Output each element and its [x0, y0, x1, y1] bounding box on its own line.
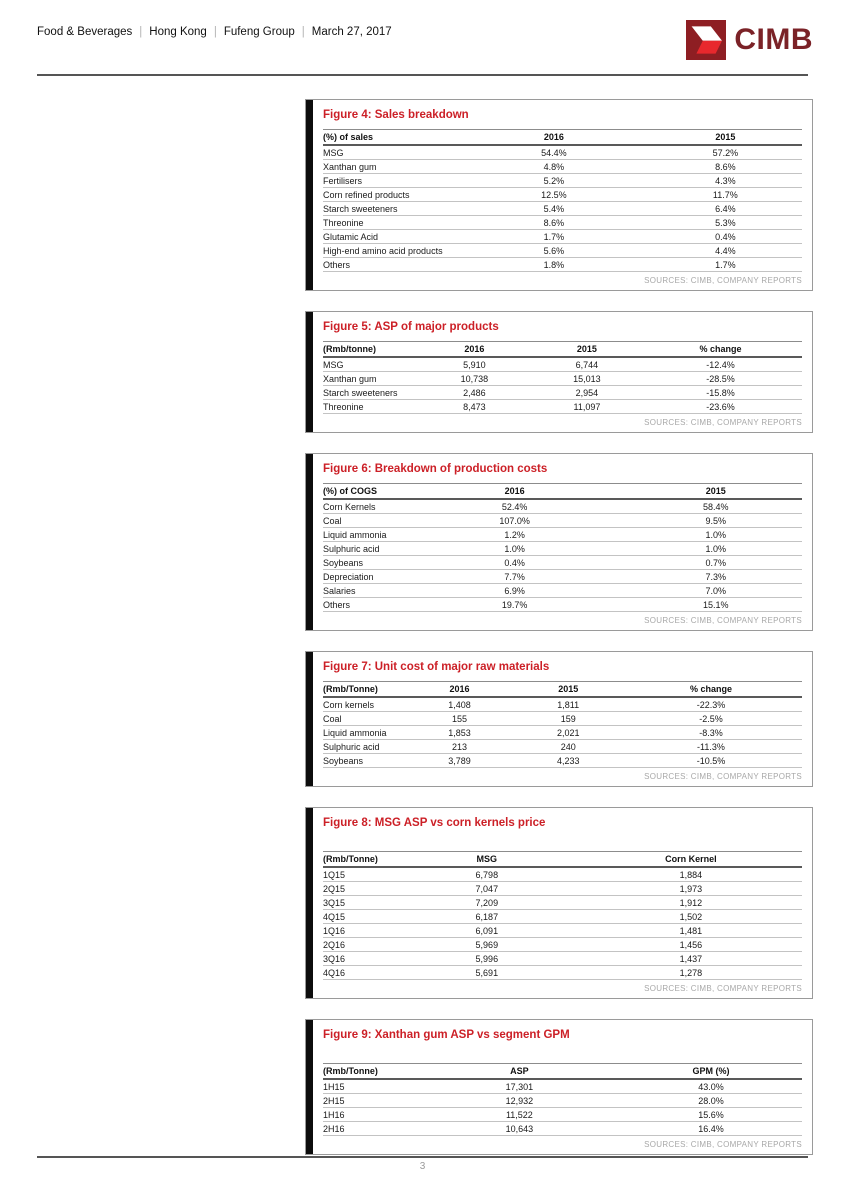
table-row — [323, 258, 802, 272]
table-header-row — [323, 342, 802, 358]
table-cell: MSG — [323, 357, 414, 372]
column-header: 2015 — [535, 342, 639, 358]
table-cell: Xanthan gum — [323, 160, 459, 174]
table-row — [323, 188, 802, 202]
figure-table — [323, 129, 802, 272]
table-cell: 3Q15 — [323, 896, 394, 910]
table-cell: 7.0% — [630, 584, 802, 598]
table-header-row — [323, 1064, 802, 1080]
breadcrumb-date: March 27, 2017 — [311, 26, 392, 38]
table-cell: 8.6% — [459, 216, 649, 230]
table-cell: -11.3% — [620, 740, 802, 754]
cimb-logo-text: CIMB — [734, 23, 813, 56]
figure-title: Figure 9: Xanthan gum ASP vs segment GPM — [323, 1029, 570, 1041]
table-cell: 7.7% — [400, 570, 630, 584]
table-cell: 1,278 — [580, 966, 802, 980]
table-cell: 1,912 — [580, 896, 802, 910]
table-cell: 11,522 — [419, 1108, 620, 1122]
page-header — [37, 0, 813, 74]
table-cell: 17,301 — [419, 1079, 620, 1094]
table-header-row — [323, 130, 802, 146]
table-row — [323, 952, 802, 966]
figure-9-xanthan-gum-asp-vs-gpm — [305, 1019, 813, 1155]
table-row — [323, 1079, 802, 1094]
table-cell: Depreciation — [323, 570, 400, 584]
column-header: 2015 — [649, 130, 802, 146]
figure-left-bar — [306, 100, 313, 290]
breadcrumb-separator: | — [213, 26, 217, 38]
breadcrumb-region: Hong Kong — [149, 26, 207, 38]
table-cell: 43.0% — [620, 1079, 802, 1094]
table-cell: 9.5% — [630, 514, 802, 528]
table-cell: Xanthan gum — [323, 372, 414, 386]
table-row — [323, 697, 802, 712]
table-cell: 5.4% — [459, 202, 649, 216]
figure-title: Figure 7: Unit cost of major raw materials — [323, 661, 550, 673]
column-header: (Rmb/Tonne) — [323, 852, 394, 868]
figure-4-sales-breakdown — [305, 99, 813, 291]
table-cell: 8,473 — [414, 400, 535, 414]
table-cell: -10.5% — [620, 754, 802, 768]
table-cell: -15.8% — [639, 386, 802, 400]
table-cell: High-end amino acid products — [323, 244, 459, 258]
table-cell: 58.4% — [630, 499, 802, 514]
column-header: (Rmb/tonne) — [323, 342, 414, 358]
figure-title: Figure 5: ASP of major products — [323, 321, 499, 333]
table-row — [323, 1108, 802, 1122]
table-cell: 4,233 — [517, 754, 620, 768]
column-header: GPM (%) — [620, 1064, 802, 1080]
table-cell: -28.5% — [639, 372, 802, 386]
page-number: 3 — [419, 1161, 426, 1172]
table-cell: Starch sweeteners — [323, 386, 414, 400]
column-header: (Rmb/Tonne) — [323, 682, 403, 698]
table-cell: 57.2% — [649, 145, 802, 160]
table-cell: Glutamic Acid — [323, 230, 459, 244]
column-header: % change — [639, 342, 802, 358]
table-row — [323, 160, 802, 174]
table-cell: Corn Kernels — [323, 499, 400, 514]
table-row — [323, 712, 802, 726]
figures-column — [305, 99, 813, 1175]
table-cell: 1.2% — [400, 528, 630, 542]
table-cell: 12.5% — [459, 188, 649, 202]
table-header-row — [323, 682, 802, 698]
breadcrumb-company: Fufeng Group — [223, 26, 295, 38]
table-cell: 6,744 — [535, 357, 639, 372]
table-cell: 6.9% — [400, 584, 630, 598]
table-row — [323, 966, 802, 980]
figure-8-msg-asp-vs-corn-kernels — [305, 807, 813, 999]
figure-left-bar — [306, 652, 313, 786]
column-header: (%) of COGS — [323, 484, 400, 500]
table-cell: 107.0% — [400, 514, 630, 528]
table-cell: 1,408 — [403, 697, 517, 712]
table-row — [323, 357, 802, 372]
table-cell: 6.4% — [649, 202, 802, 216]
figure-source: SOURCES: CIMB, COMPANY REPORTS — [644, 276, 802, 285]
table-cell: Starch sweeteners — [323, 202, 459, 216]
table-cell: 4.8% — [459, 160, 649, 174]
table-row — [323, 754, 802, 768]
column-header: 2016 — [459, 130, 649, 146]
table-cell: 2,486 — [414, 386, 535, 400]
table-cell: 1Q15 — [323, 867, 394, 882]
table-cell: 15,013 — [535, 372, 639, 386]
table-cell: 12,932 — [419, 1094, 620, 1108]
table-row — [323, 882, 802, 896]
table-row — [323, 528, 802, 542]
table-row — [323, 216, 802, 230]
table-cell: 2Q16 — [323, 938, 394, 952]
table-cell: 1.8% — [459, 258, 649, 272]
figure-source: SOURCES: CIMB, COMPANY REPORTS — [644, 772, 802, 781]
table-row — [323, 499, 802, 514]
table-cell: 1.0% — [630, 528, 802, 542]
table-cell: 3Q16 — [323, 952, 394, 966]
figure-table — [323, 851, 802, 980]
table-cell: 11,097 — [535, 400, 639, 414]
figure-6-production-costs — [305, 453, 813, 631]
table-cell: 2H16 — [323, 1122, 419, 1136]
table-cell: MSG — [323, 145, 459, 160]
table-cell: 1,853 — [403, 726, 517, 740]
table-cell: Salaries — [323, 584, 400, 598]
table-cell: 1.7% — [649, 258, 802, 272]
figure-title: Figure 6: Breakdown of production costs — [323, 463, 548, 475]
column-header: (Rmb/Tonne) — [323, 1064, 419, 1080]
table-cell: 52.4% — [400, 499, 630, 514]
table-cell: -8.3% — [620, 726, 802, 740]
figure-source: SOURCES: CIMB, COMPANY REPORTS — [644, 418, 802, 427]
table-cell: 11.7% — [649, 188, 802, 202]
breadcrumb — [37, 26, 392, 38]
table-row — [323, 584, 802, 598]
table-cell: Soybeans — [323, 754, 403, 768]
table-cell: 5,691 — [394, 966, 580, 980]
figure-table — [323, 681, 802, 768]
cimb-logo — [686, 20, 813, 60]
figure-5-asp-major-products — [305, 311, 813, 433]
column-header: ASP — [419, 1064, 620, 1080]
figure-source: SOURCES: CIMB, COMPANY REPORTS — [644, 1140, 802, 1149]
table-cell: 1H16 — [323, 1108, 419, 1122]
table-cell: 15.1% — [630, 598, 802, 612]
table-row — [323, 400, 802, 414]
table-row — [323, 598, 802, 612]
table-cell: Liquid ammonia — [323, 528, 400, 542]
column-header: 2015 — [517, 682, 620, 698]
table-cell: 155 — [403, 712, 517, 726]
table-cell: Coal — [323, 514, 400, 528]
table-cell: 1.7% — [459, 230, 649, 244]
table-cell: 1,437 — [580, 952, 802, 966]
table-cell: 16.4% — [620, 1122, 802, 1136]
table-cell: 7,047 — [394, 882, 580, 896]
table-cell: 2Q15 — [323, 882, 394, 896]
table-cell: 0.4% — [649, 230, 802, 244]
table-cell: 5.2% — [459, 174, 649, 188]
table-row — [323, 726, 802, 740]
table-cell: 0.7% — [630, 556, 802, 570]
table-cell: 5,969 — [394, 938, 580, 952]
table-cell: 1.0% — [400, 542, 630, 556]
table-cell: 2,954 — [535, 386, 639, 400]
table-row — [323, 570, 802, 584]
table-row — [323, 1122, 802, 1136]
table-row — [323, 910, 802, 924]
table-cell: 10,738 — [414, 372, 535, 386]
table-cell: Coal — [323, 712, 403, 726]
figure-7-unit-cost-raw-materials — [305, 651, 813, 787]
table-cell: 8.6% — [649, 160, 802, 174]
table-cell: 2H15 — [323, 1094, 419, 1108]
table-row — [323, 556, 802, 570]
column-header: 2016 — [414, 342, 535, 358]
table-cell: 0.4% — [400, 556, 630, 570]
table-row — [323, 244, 802, 258]
table-cell: 19.7% — [400, 598, 630, 612]
table-cell: 7,209 — [394, 896, 580, 910]
breadcrumb-separator: | — [139, 26, 143, 38]
table-cell: Threonine — [323, 216, 459, 230]
figure-table — [323, 1063, 802, 1136]
table-cell: 5.6% — [459, 244, 649, 258]
table-row — [323, 202, 802, 216]
figure-source: SOURCES: CIMB, COMPANY REPORTS — [644, 616, 802, 625]
table-cell: 6,798 — [394, 867, 580, 882]
table-cell: 1,973 — [580, 882, 802, 896]
table-row — [323, 230, 802, 244]
table-cell: 15.6% — [620, 1108, 802, 1122]
column-header: 2015 — [630, 484, 802, 500]
table-cell: -2.5% — [620, 712, 802, 726]
table-cell: 4.3% — [649, 174, 802, 188]
table-cell: 1.0% — [630, 542, 802, 556]
table-cell: 5,996 — [394, 952, 580, 966]
table-cell: 10,643 — [419, 1122, 620, 1136]
table-row — [323, 372, 802, 386]
table-cell: Sulphuric acid — [323, 740, 403, 754]
column-header: 2016 — [403, 682, 517, 698]
figure-table — [323, 341, 802, 414]
table-cell: 1H15 — [323, 1079, 419, 1094]
breadcrumb-sector: Food & Beverages — [37, 26, 133, 38]
table-row — [323, 924, 802, 938]
table-row — [323, 867, 802, 882]
table-cell: Liquid ammonia — [323, 726, 403, 740]
table-cell: Corn refined products — [323, 188, 459, 202]
table-cell: -23.6% — [639, 400, 802, 414]
cimb-logo-icon — [686, 20, 726, 60]
table-cell: Others — [323, 598, 400, 612]
figure-source: SOURCES: CIMB, COMPANY REPORTS — [644, 984, 802, 993]
table-cell: 3,789 — [403, 754, 517, 768]
table-cell: Threonine — [323, 400, 414, 414]
table-cell: 54.4% — [459, 145, 649, 160]
figure-table — [323, 483, 802, 612]
column-header: (%) of sales — [323, 130, 459, 146]
table-row — [323, 896, 802, 910]
table-row — [323, 542, 802, 556]
table-cell: 5.3% — [649, 216, 802, 230]
figure-title: Figure 4: Sales breakdown — [323, 109, 469, 121]
table-row — [323, 1094, 802, 1108]
table-cell: 7.3% — [630, 570, 802, 584]
figure-left-bar — [306, 454, 313, 630]
table-row — [323, 386, 802, 400]
table-cell: 240 — [517, 740, 620, 754]
header-rule — [37, 74, 808, 76]
table-cell: 4Q16 — [323, 966, 394, 980]
table-cell: 6,091 — [394, 924, 580, 938]
column-header: 2016 — [400, 484, 630, 500]
table-cell: 28.0% — [620, 1094, 802, 1108]
table-cell: Others — [323, 258, 459, 272]
table-cell: 1,456 — [580, 938, 802, 952]
table-cell: Fertilisers — [323, 174, 459, 188]
table-cell: 213 — [403, 740, 517, 754]
table-cell: 1,811 — [517, 697, 620, 712]
table-cell: 4Q15 — [323, 910, 394, 924]
table-cell: -22.3% — [620, 697, 802, 712]
figure-title: Figure 8: MSG ASP vs corn kernels price — [323, 817, 546, 829]
table-row — [323, 740, 802, 754]
figure-left-bar — [306, 312, 313, 432]
column-header: % change — [620, 682, 802, 698]
table-cell: 1,502 — [580, 910, 802, 924]
figure-left-bar — [306, 808, 313, 998]
table-cell: 1,481 — [580, 924, 802, 938]
table-header-row — [323, 852, 802, 868]
figure-left-bar — [306, 1020, 313, 1154]
table-row — [323, 514, 802, 528]
table-cell: 6,187 — [394, 910, 580, 924]
table-cell: Soybeans — [323, 556, 400, 570]
table-row — [323, 145, 802, 160]
table-cell: 2,021 — [517, 726, 620, 740]
footer-rule — [37, 1156, 808, 1158]
table-cell: Sulphuric acid — [323, 542, 400, 556]
table-cell: 1,884 — [580, 867, 802, 882]
table-row — [323, 938, 802, 952]
table-cell: 5,910 — [414, 357, 535, 372]
column-header: Corn Kernel — [580, 852, 802, 868]
table-cell: 1Q16 — [323, 924, 394, 938]
table-row — [323, 174, 802, 188]
table-cell: 4.4% — [649, 244, 802, 258]
breadcrumb-separator: | — [301, 26, 305, 38]
table-cell: 159 — [517, 712, 620, 726]
column-header: MSG — [394, 852, 580, 868]
table-header-row — [323, 484, 802, 500]
table-cell: -12.4% — [639, 357, 802, 372]
table-cell: Corn kernels — [323, 697, 403, 712]
